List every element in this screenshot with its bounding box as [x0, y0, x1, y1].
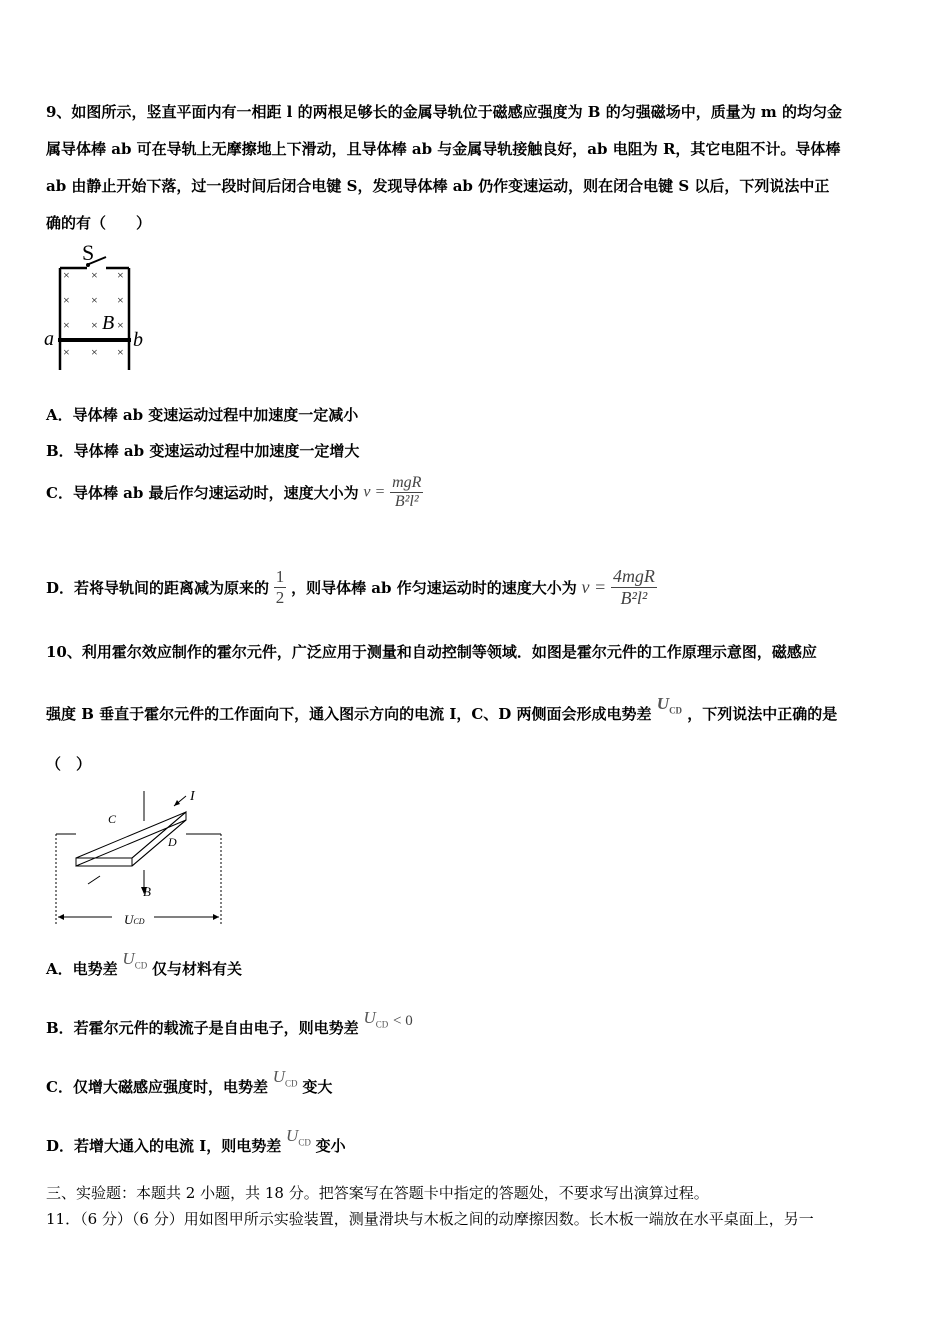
side-c-label: C	[108, 812, 117, 826]
q9-option-d-text-1: D．若将导轨间的距离减为原来的	[46, 579, 270, 597]
ucd-symbol	[272, 1067, 298, 1089]
cross-mark: ×	[63, 318, 70, 332]
ucd-sub: CD	[134, 960, 148, 971]
ucd-figure-main: U	[124, 912, 134, 927]
fraction-numerator: 1	[275, 567, 285, 586]
q10-option-d-text-2: 变小	[315, 1137, 346, 1155]
ucd-main: U	[363, 1008, 376, 1027]
q10-line-3: （ ）	[46, 755, 92, 773]
ucd-symbol	[363, 1008, 389, 1030]
q9-option-d-text-2: ，则导体棒 ab 作匀速运动时的速度大小为	[291, 579, 577, 597]
ucd-symbol	[656, 694, 683, 716]
cross-mark: ×	[91, 345, 98, 359]
ucd-sub: CD	[298, 1137, 311, 1148]
fraction-denominator: B²l²	[394, 493, 419, 510]
q10-line-1: 10、利用霍尔效应制作的霍尔元件，广泛应用于测量和自动控制等领域．如图是霍尔元件的工作原理示意图，磁感应	[46, 643, 817, 661]
q9-option-d-var: v =	[581, 577, 607, 597]
cross-mark: ×	[91, 293, 98, 307]
fraction-denominator: 2	[275, 588, 285, 607]
section-3-heading: 三、实验题：本题共 2 小题，共 18 分。把答案写在答题卡中指定的答题处，不要求写出演算过程。	[46, 1184, 709, 1202]
q9-line-1: 9、如图所示，竖直平面内有一相距 l 的两根足够长的金属导轨位于磁感应强度为 B 的匀强磁场中，质量为 m 的均匀金	[46, 103, 843, 121]
ucd-main: U	[122, 949, 135, 968]
cross-mark: ×	[63, 293, 70, 307]
cross-mark: ×	[63, 268, 70, 282]
current-label: I	[190, 789, 195, 804]
cross-mark: ×	[117, 293, 124, 307]
q11-line-1: 11．（6 分）（6 分）用如图甲所示实验装置，测量滑块与木板之间的动摩擦因数。长木板一端放在水平桌面上，另一	[46, 1210, 814, 1228]
q10-option-a-text-2: 仅与材料有关	[152, 960, 243, 978]
q9-option-d[interactable]	[46, 566, 657, 609]
q10-option-a[interactable]	[46, 949, 243, 980]
cross-mark: ×	[117, 318, 124, 332]
ucd-figure-label	[124, 912, 145, 927]
cross-mark: ×	[117, 268, 124, 282]
q10-option-c-text-2: 变大	[302, 1078, 333, 1096]
ucd-main: U	[656, 694, 670, 713]
ucd-sub: CD	[285, 1078, 298, 1089]
q10-line-2-text-b: ，下列说法中正确的是	[687, 705, 838, 723]
rod-end-a: a	[44, 328, 54, 350]
ucd-main: U	[286, 1126, 299, 1145]
field-label: B	[102, 312, 115, 334]
q10-option-a-text-1: A．电势差	[46, 960, 118, 978]
rod-end-b: b	[133, 329, 143, 351]
q9-option-c-var: v =	[363, 483, 386, 501]
q10-option-b[interactable]	[46, 1008, 413, 1039]
ucd-main: U	[272, 1067, 286, 1086]
q9-text	[46, 94, 908, 242]
q10-line-2	[46, 694, 838, 730]
cross-mark: ×	[63, 345, 70, 359]
q10-line-2-text-a: 强度 B 垂直于霍尔元件的工作面向下，通入图示方向的电流 I，C、D 两侧面会形成电势差	[46, 705, 652, 723]
ucd-sub: CD	[669, 705, 683, 716]
side-d-label: D	[168, 835, 177, 849]
cross-mark: ×	[91, 318, 98, 332]
cross-mark: ×	[91, 268, 98, 282]
field-b-label: B	[143, 884, 151, 899]
q10-option-d[interactable]	[46, 1126, 346, 1157]
q9-line-4: 确的有（ ）	[46, 214, 152, 232]
q10-option-d-text-1: D．若增大通入的电流 I，则电势差	[46, 1137, 282, 1155]
q10-option-b-text-2: < 0	[393, 1013, 413, 1029]
ucd-symbol	[286, 1126, 311, 1148]
q9-option-c-fraction	[390, 474, 423, 511]
switch-label: S	[82, 240, 95, 265]
q9-circuit-figure	[40, 240, 160, 375]
q9-option-c-text: C．导体棒 ab 最后作匀速运动时，速度大小为	[46, 484, 359, 502]
fraction-numerator: mgR	[392, 474, 422, 491]
fraction-denominator: B²l²	[620, 588, 648, 608]
q10-option-c-text-1: C．仅增大磁感应强度时，电势差	[46, 1078, 268, 1096]
q9-line-2: 属导体棒 ab 可在导轨上无摩擦地上下滑动，且导体棒 ab 与金属导轨接触良好，ab 电阻为 R，其它电阻不计。导体棒	[46, 140, 841, 158]
q10-hall-figure	[46, 786, 236, 931]
q9-option-b[interactable]: B．导体棒 ab 变速运动过程中加速度一定增大	[46, 442, 360, 460]
ucd-figure-sub: CD	[133, 917, 145, 926]
q9-option-d-fraction	[611, 566, 657, 609]
q9-option-a[interactable]: A．导体棒 ab 变速运动过程中加速度一定减小	[46, 406, 359, 424]
q9-option-c[interactable]	[46, 474, 423, 511]
ucd-symbol	[122, 949, 148, 971]
ucd-sub: CD	[375, 1019, 389, 1030]
cross-mark: ×	[117, 345, 124, 359]
q10-option-b-text-1: B．若霍尔元件的载流子是自由电子，则电势差	[46, 1019, 359, 1037]
q9-line-3: ab 由静止开始下落，过一段时间后闭合电键 S，发现导体棒 ab 仍作变速运动，则在闭合电键 S 以后，下列说法中正	[46, 177, 830, 195]
fraction-numerator: 4mgR	[612, 566, 655, 586]
q9-option-d-half	[274, 567, 287, 608]
q10-option-c[interactable]	[46, 1067, 333, 1098]
